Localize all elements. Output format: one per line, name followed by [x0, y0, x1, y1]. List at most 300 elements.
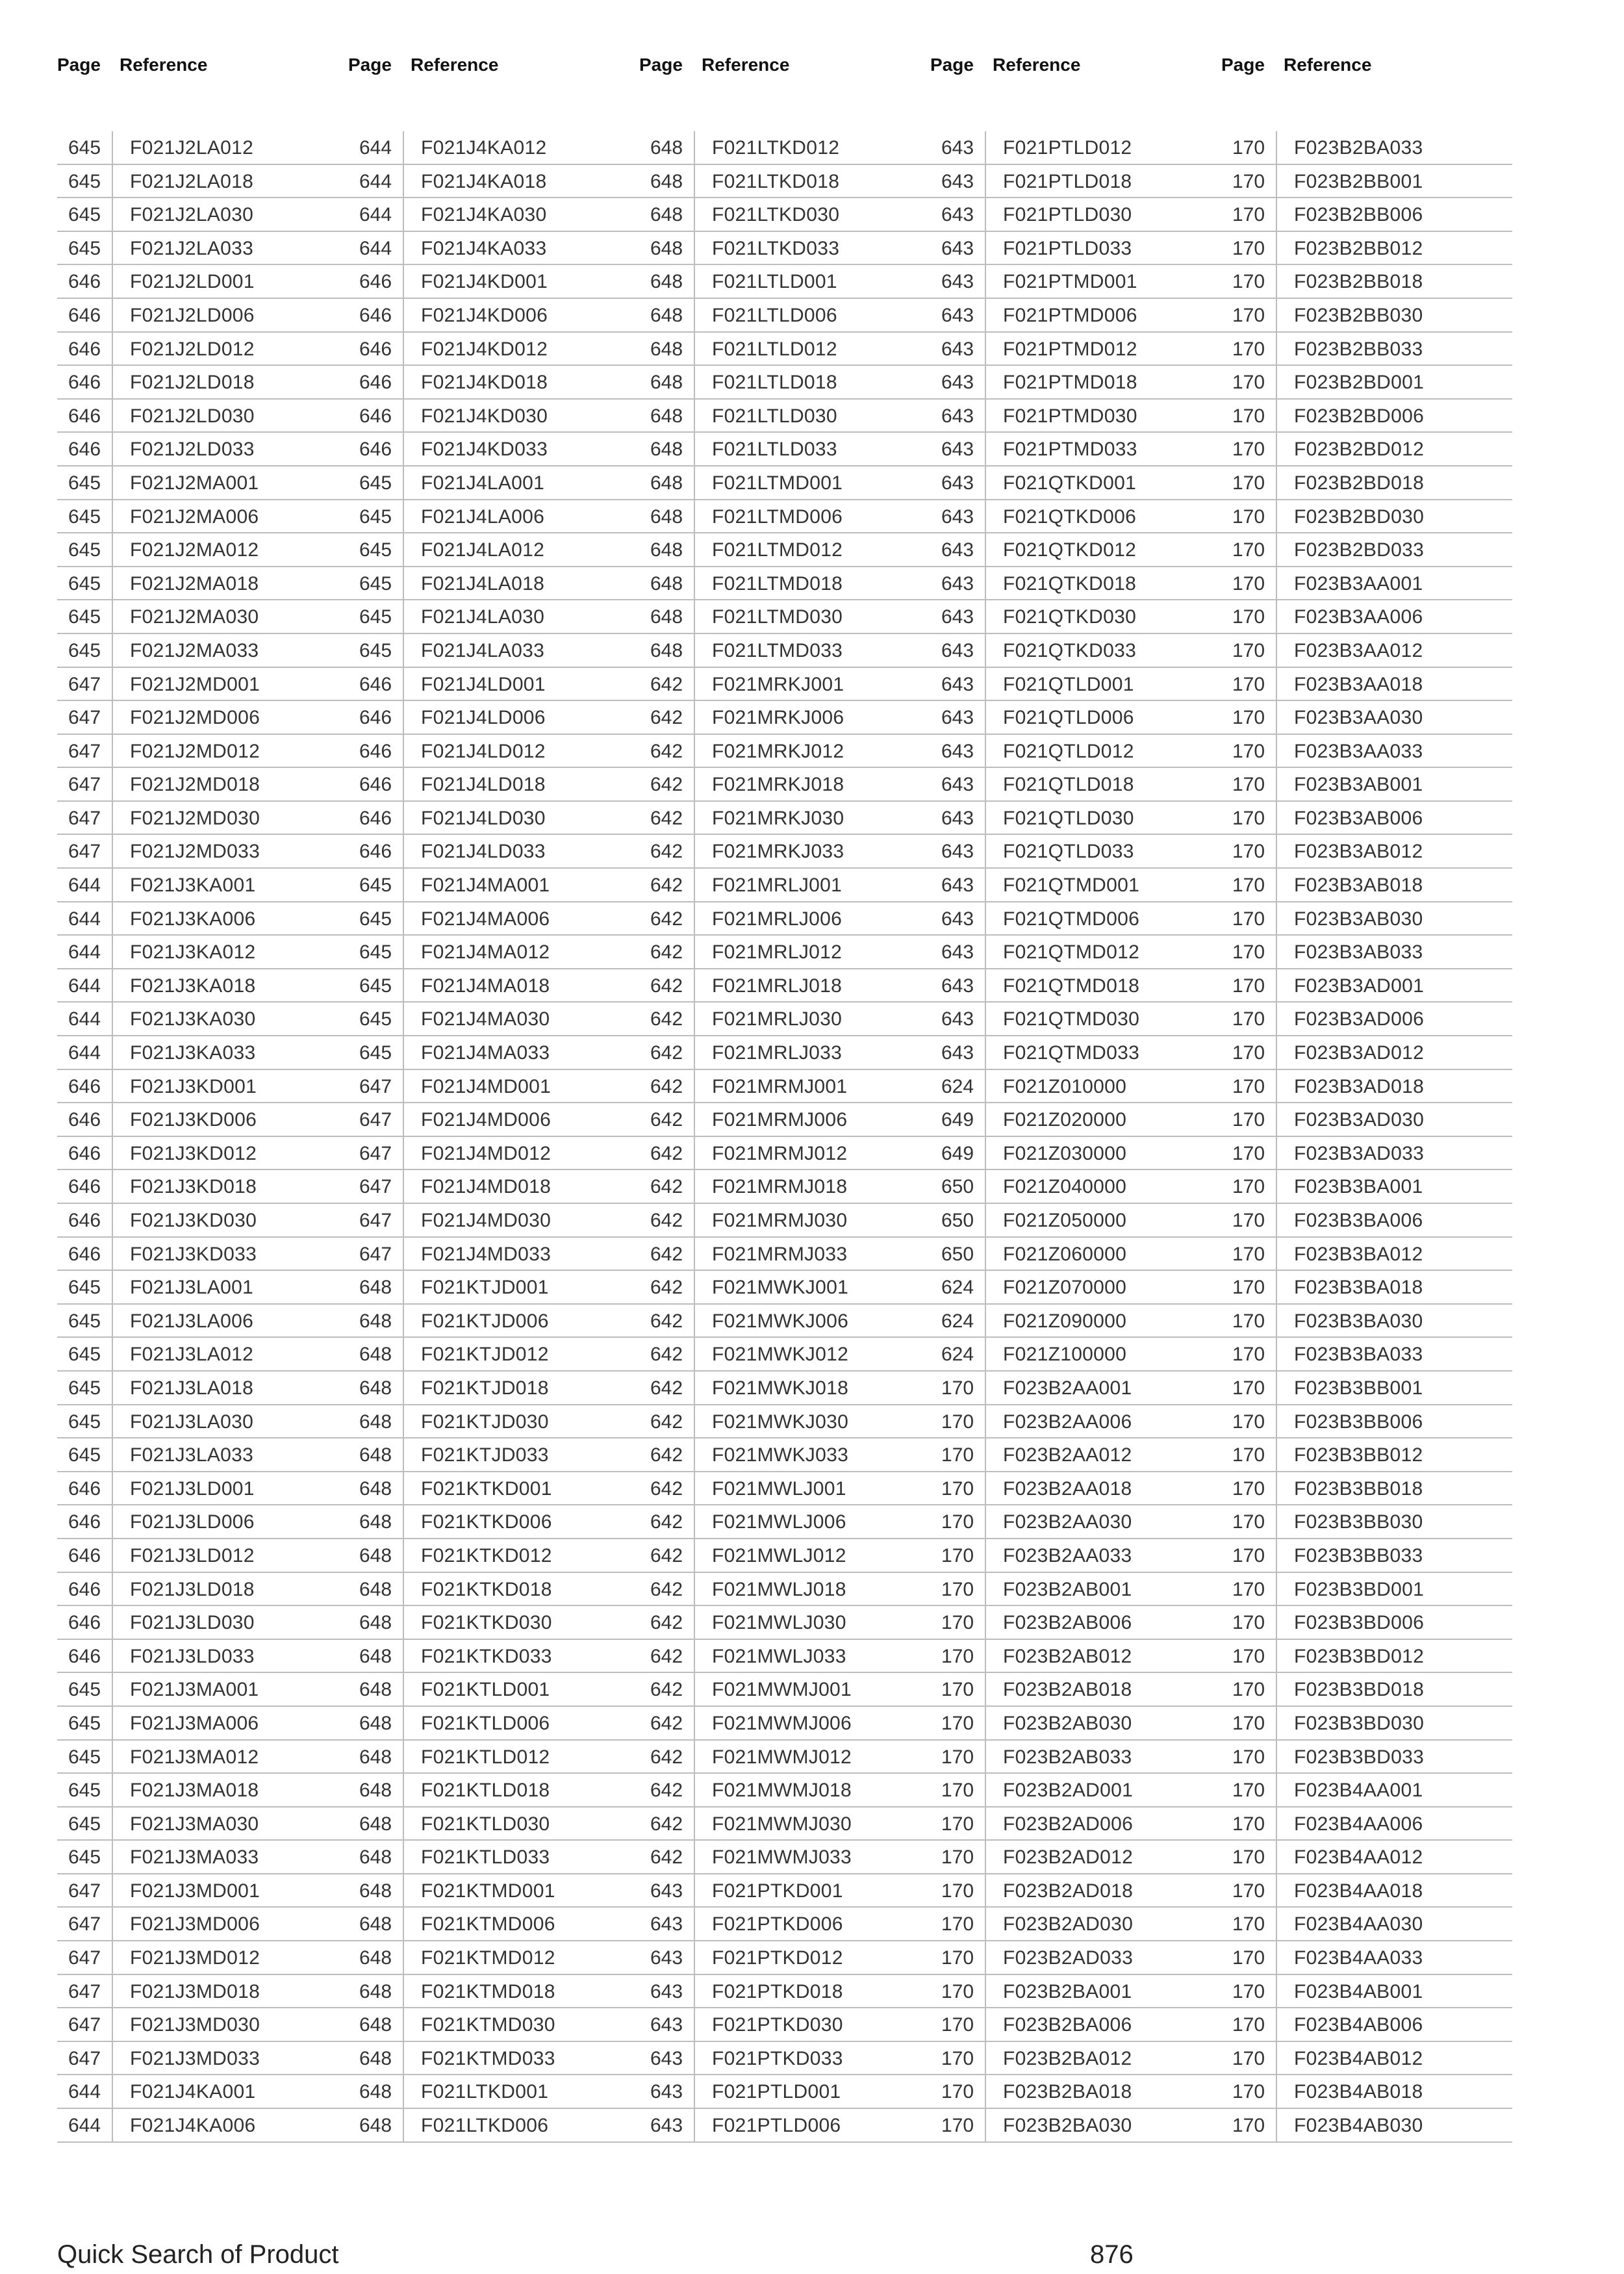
page-cell: 643 [639, 2075, 695, 2108]
reference-cell: F021KTJD006 [421, 1310, 549, 1332]
reference-cell: F021LTLD012 [712, 338, 837, 360]
table-row [639, 2008, 930, 2042]
reference-cell: F021KTKD033 [421, 1645, 552, 1667]
page-cell: 170 [1221, 936, 1277, 968]
page-cell: 645 [57, 1741, 113, 1773]
table-row [57, 835, 348, 869]
reference-cell: F021J4MD001 [421, 1075, 552, 1097]
page-cell: 170 [1221, 2075, 1277, 2108]
reference-cell: F023B2AA033 [1003, 1544, 1132, 1566]
reference-cell: F021KTJD012 [421, 1344, 549, 1366]
reference-cell: F021MRKJ033 [712, 841, 844, 863]
reference-cell: F021MRKJ006 [712, 707, 844, 729]
page-cell: 643 [930, 567, 986, 600]
reference-cell: F023B2AB001 [1003, 1578, 1132, 1600]
page-cell: 643 [930, 165, 986, 198]
page-cell: 642 [639, 936, 695, 968]
table-row [57, 2109, 348, 2143]
reference-cell: F021Z040000 [1003, 1176, 1127, 1198]
reference-cell: F021J3LA012 [130, 1344, 254, 1366]
table-row [348, 1874, 639, 1908]
page-cell: 648 [639, 567, 695, 600]
page-cell: 645 [57, 1774, 113, 1806]
table-row [639, 768, 930, 802]
page-cell: 646 [57, 1505, 113, 1538]
reference-cell: F021MWKJ001 [712, 1277, 849, 1299]
table-row [348, 701, 639, 735]
table-row [348, 500, 639, 534]
table-row [348, 265, 639, 299]
reference-cell: F021J4LD006 [421, 707, 546, 729]
table-row [348, 1808, 639, 1841]
page-cell: 648 [639, 198, 695, 231]
reference-cell: F023B2BB030 [1294, 304, 1423, 326]
page-cell: 643 [930, 634, 986, 667]
table-row [348, 466, 639, 500]
table-row [639, 1036, 930, 1070]
page-cell: 648 [348, 1707, 404, 1739]
table-row [57, 299, 348, 333]
table-row [348, 1137, 639, 1171]
page-cell: 642 [639, 1070, 695, 1103]
reference-cell: F023B3BB018 [1294, 1477, 1423, 1500]
table-row [1221, 1673, 1512, 1707]
page-cell: 645 [57, 1271, 113, 1303]
reference-cell: F021QTMD033 [1003, 1042, 1140, 1064]
page-cell: 648 [348, 1874, 404, 1907]
page-cell: 170 [1221, 2042, 1277, 2075]
reference-cell: F021MRLJ012 [712, 941, 843, 964]
index-column [57, 45, 348, 2137]
table-row [930, 1305, 1221, 1338]
page-cell: 648 [348, 1271, 404, 1303]
page-cell: 648 [639, 165, 695, 198]
reference-cell: F021MRKJ001 [712, 673, 844, 695]
page-cell: 648 [348, 1338, 404, 1370]
table-row [930, 1103, 1221, 1137]
page-cell: 648 [348, 1438, 404, 1471]
reference-cell: F021KTMD030 [421, 2014, 555, 2036]
table-row [639, 1941, 930, 1975]
reference-cell: F021J3MA001 [130, 1679, 259, 1701]
page-cell: 170 [1221, 835, 1277, 867]
page-cell: 645 [348, 500, 404, 533]
reference-cell: F021QTLD006 [1003, 707, 1134, 729]
page-cell: 644 [57, 869, 113, 901]
reference-cell: F021LTMD030 [712, 606, 843, 628]
footer-title: Quick Search of Product [57, 2240, 339, 2269]
reference-cell: F023B3AB018 [1294, 875, 1423, 897]
page-cell: 643 [930, 768, 986, 800]
page-cell: 170 [1221, 1640, 1277, 1672]
table-row [1221, 969, 1512, 1003]
reference-cell: F023B2AA001 [1003, 1377, 1132, 1399]
reference-cell: F021Z050000 [1003, 1210, 1127, 1231]
table-row [348, 634, 639, 668]
reference-cell: F021QTLD030 [1003, 807, 1134, 829]
page-cell: 647 [348, 1103, 404, 1136]
reference-cell: F021PTLD012 [1003, 137, 1132, 159]
table-row [930, 902, 1221, 936]
reference-cell: F021LTLD018 [712, 372, 837, 394]
page-cell: 643 [639, 2042, 695, 2075]
page-cell: 646 [57, 265, 113, 298]
page-cell: 170 [930, 1941, 986, 1974]
reference-cell: F021PTLD001 [712, 2081, 841, 2103]
table-row [930, 1438, 1221, 1472]
page-cell: 647 [57, 802, 113, 834]
table-row [639, 1137, 930, 1171]
table-row [1221, 1305, 1512, 1338]
index-column [639, 45, 930, 2137]
reference-cell: F021PTKD018 [712, 1980, 843, 2002]
page-cell: 648 [348, 1539, 404, 1572]
reference-cell: F021MRMJ018 [712, 1176, 848, 1198]
table-row [1221, 2075, 1512, 2109]
page-cell: 642 [639, 1741, 695, 1773]
page-cell: 648 [348, 1472, 404, 1505]
reference-cell: F021J3LD030 [130, 1612, 255, 1634]
page-cell: 647 [348, 1070, 404, 1103]
table-row [639, 1505, 930, 1539]
reference-cell: F021J4MD033 [421, 1243, 552, 1265]
table-row [57, 1908, 348, 1941]
reference-cell: F021J4LD018 [421, 774, 546, 796]
page-cell: 170 [1221, 1573, 1277, 1605]
table-row [348, 131, 639, 165]
table-row [930, 1003, 1221, 1036]
table-row [930, 1874, 1221, 1908]
reference-cell: F021J3MD030 [130, 2014, 260, 2036]
table-row [639, 232, 930, 266]
reference-cell: F023B3BB006 [1294, 1411, 1423, 1433]
page-cell: 650 [930, 1170, 986, 1203]
page-cell: 642 [639, 735, 695, 767]
table-row [57, 567, 348, 601]
table-row [639, 969, 930, 1003]
page-cell: 646 [57, 299, 113, 331]
table-row [639, 500, 930, 534]
page-cell: 642 [639, 1204, 695, 1236]
page-cell: 647 [57, 701, 113, 734]
reference-cell: F021MWLJ006 [712, 1511, 846, 1533]
reference-cell: F021QTMD030 [1003, 1008, 1140, 1030]
page-cell: 643 [930, 433, 986, 465]
page-header: Page [639, 55, 683, 75]
table-row [639, 1640, 930, 1674]
reference-cell: F021QTKD030 [1003, 606, 1137, 628]
reference-cell: F021J2MA001 [130, 472, 259, 494]
table-row [1221, 232, 1512, 266]
page-cell: 642 [639, 768, 695, 800]
page-cell: 170 [1221, 533, 1277, 566]
reference-cell: F021J2MD018 [130, 774, 260, 796]
page-cell: 642 [639, 1774, 695, 1806]
table-row [639, 869, 930, 902]
table-row [1221, 668, 1512, 702]
page-cell: 646 [57, 1606, 113, 1639]
table-row [930, 1908, 1221, 1941]
reference-cell: F021MRLJ018 [712, 975, 843, 997]
reference-cell: F023B3AA018 [1294, 673, 1423, 695]
reference-cell: F023B3AD030 [1294, 1109, 1425, 1131]
reference-cell: F021Z070000 [1003, 1277, 1127, 1299]
table-row [57, 333, 348, 366]
page-cell: 170 [930, 1841, 986, 1873]
reference-cell: F023B2AD012 [1003, 1846, 1134, 1869]
page-cell: 170 [1221, 466, 1277, 499]
table-row [1221, 1070, 1512, 1104]
page-cell: 643 [930, 835, 986, 867]
table-row [639, 1305, 930, 1338]
table-row [930, 701, 1221, 735]
table-row [57, 1238, 348, 1271]
table-row [1221, 1908, 1512, 1941]
page-cell: 648 [348, 2042, 404, 2075]
reference-cell: F021LTMD033 [712, 639, 843, 661]
page-cell: 645 [57, 1305, 113, 1337]
table-row [930, 533, 1221, 567]
table-row [930, 1271, 1221, 1305]
table-row [348, 735, 639, 769]
page-cell: 170 [930, 2008, 986, 2041]
reference-cell: F021LTLD006 [712, 304, 837, 326]
page-cell: 649 [930, 1103, 986, 1136]
page-cell: 170 [1221, 2008, 1277, 2041]
reference-cell: F023B3BA006 [1294, 1210, 1423, 1231]
index-column [348, 45, 639, 2137]
page-cell: 170 [930, 1774, 986, 1806]
reference-cell: F021J2LD033 [130, 439, 255, 461]
page-cell: 170 [1221, 1941, 1277, 1974]
page-cell: 170 [930, 1606, 986, 1639]
page-cell: 643 [930, 265, 986, 298]
reference-cell: F021Z030000 [1003, 1142, 1127, 1164]
reference-cell: F021QTKD012 [1003, 539, 1137, 561]
table-row [57, 232, 348, 266]
table-row [639, 466, 930, 500]
reference-cell: F021PTMD012 [1003, 338, 1137, 360]
reference-cell: F021J3LD012 [130, 1544, 255, 1566]
page-cell: 642 [639, 1238, 695, 1270]
reference-cell: F021KTKD018 [421, 1578, 552, 1600]
page-cell: 643 [930, 533, 986, 566]
page-cell: 643 [930, 902, 986, 935]
page-cell: 642 [639, 1003, 695, 1035]
page-cell: 648 [348, 1606, 404, 1639]
page-cell: 648 [348, 1573, 404, 1605]
page-cell: 649 [930, 1137, 986, 1169]
table-row [1221, 165, 1512, 199]
table-row [348, 1405, 639, 1439]
page-cell: 170 [930, 1741, 986, 1773]
table-row [639, 1975, 930, 2009]
table-row [1221, 1170, 1512, 1204]
table-row [57, 1941, 348, 1975]
table-row [1221, 1874, 1512, 1908]
page-cell: 170 [1221, 1405, 1277, 1438]
reference-cell: F021J2MA033 [130, 639, 259, 661]
footer-page-number: 876 [1090, 2240, 1134, 2269]
reference-cell: F023B4AB012 [1294, 2047, 1423, 2069]
reference-cell: F021J2LD001 [130, 271, 255, 293]
reference-cell: F021KTMD006 [421, 1913, 555, 1935]
reference-cell: F021J3LD033 [130, 1645, 255, 1667]
page-cell: 650 [930, 1238, 986, 1270]
table-row [639, 1573, 930, 1607]
page-cell: 646 [348, 735, 404, 767]
table-row [57, 1874, 348, 1908]
page-cell: 642 [639, 1338, 695, 1370]
table-row [639, 936, 930, 969]
page-cell: 643 [639, 1941, 695, 1974]
table-row [1221, 265, 1512, 299]
reference-cell: F021J3LA001 [130, 1277, 254, 1299]
page-cell: 170 [1221, 1070, 1277, 1103]
reference-cell: F021PTKD001 [712, 1880, 843, 1902]
page-cell: 645 [348, 1003, 404, 1035]
reference-cell: F023B2AA018 [1003, 1477, 1132, 1500]
table-row [57, 701, 348, 735]
table-row [348, 1539, 639, 1573]
table-row [930, 768, 1221, 802]
reference-cell: F021KTJD033 [421, 1444, 549, 1466]
table-row [639, 1673, 930, 1707]
reference-cell: F023B2AD018 [1003, 1880, 1134, 1902]
table-row [930, 1170, 1221, 1204]
page-cell: 645 [57, 600, 113, 633]
table-row [348, 1271, 639, 1305]
page-cell: 170 [930, 1808, 986, 1840]
table-row [1221, 131, 1512, 165]
page-cell: 170 [930, 1573, 986, 1605]
page-cell: 643 [930, 802, 986, 834]
table-row [1221, 333, 1512, 366]
page-cell: 644 [57, 2075, 113, 2108]
table-row [348, 433, 639, 466]
page-cell: 643 [930, 1036, 986, 1069]
table-row [57, 1170, 348, 1204]
page-cell: 646 [57, 1640, 113, 1672]
table-row [57, 1405, 348, 1439]
page-cell: 170 [1221, 1707, 1277, 1739]
reference-cell: F023B2BA033 [1294, 137, 1423, 159]
table-row [348, 2075, 639, 2109]
page-cell: 642 [639, 1372, 695, 1404]
reference-cell: F021KTKD001 [421, 1477, 552, 1500]
table-row [639, 1070, 930, 1104]
page-header: Page [57, 55, 101, 75]
page-cell: 643 [639, 1908, 695, 1940]
reference-cell: F023B4AB006 [1294, 2014, 1423, 2036]
table-row [348, 366, 639, 400]
table-row [639, 165, 930, 199]
reference-cell: F021J4LD012 [421, 740, 546, 762]
table-row [930, 1070, 1221, 1104]
reference-cell: F021MWKJ006 [712, 1310, 849, 1332]
reference-cell: F021MWKJ030 [712, 1411, 849, 1433]
reference-cell: F023B2BA018 [1003, 2081, 1132, 2103]
reference-cell: F023B2BB033 [1294, 338, 1423, 360]
table-row [1221, 1640, 1512, 1674]
table-row [57, 1573, 348, 1607]
reference-cell: F021PTLD006 [712, 2115, 841, 2137]
table-row [639, 333, 930, 366]
reference-cell: F023B3AB006 [1294, 807, 1423, 829]
table-row [930, 969, 1221, 1003]
table-row [639, 634, 930, 668]
page-cell: 170 [930, 1472, 986, 1505]
reference-cell: F021J4KA018 [421, 170, 547, 192]
page-cell: 648 [348, 1505, 404, 1538]
reference-cell: F021J4MD018 [421, 1176, 552, 1198]
page-cell: 648 [348, 2075, 404, 2108]
table-row [930, 1640, 1221, 1674]
page-cell: 645 [57, 1673, 113, 1706]
table-row [1221, 869, 1512, 902]
table-row [930, 1405, 1221, 1439]
page-cell: 648 [639, 265, 695, 298]
table-row [930, 600, 1221, 634]
reference-cell: F021J4KD018 [421, 372, 548, 394]
reference-cell: F023B3BA033 [1294, 1344, 1423, 1366]
reference-cell: F021KTLD006 [421, 1712, 550, 1734]
reference-cell: F021LTMD001 [712, 472, 843, 494]
table-row [930, 433, 1221, 466]
table-row [930, 2008, 1221, 2042]
table-row [639, 198, 930, 232]
reference-cell: F021QTKD006 [1003, 505, 1137, 528]
table-row [57, 1539, 348, 1573]
table-row [348, 1238, 639, 1271]
page-cell: 643 [930, 500, 986, 533]
table-row [57, 1103, 348, 1137]
reference-cell: F021Z090000 [1003, 1310, 1127, 1332]
page-cell: 643 [930, 198, 986, 231]
table-row [348, 198, 639, 232]
page-cell: 646 [57, 333, 113, 365]
page-cell: 645 [57, 567, 113, 600]
page-cell: 170 [1221, 600, 1277, 633]
table-row [639, 668, 930, 702]
reference-cell: F023B3BA018 [1294, 1277, 1423, 1299]
table-row [57, 969, 348, 1003]
table-row [57, 1673, 348, 1707]
page-cell: 646 [348, 400, 404, 432]
page-cell: 648 [639, 500, 695, 533]
page-cell: 648 [639, 533, 695, 566]
reference-cell: F021J3MD001 [130, 1880, 260, 1902]
page-cell: 624 [930, 1070, 986, 1103]
table-row [1221, 802, 1512, 836]
table-row [639, 1103, 930, 1137]
reference-cell: F021Z060000 [1003, 1243, 1127, 1265]
table-row [57, 1305, 348, 1338]
table-row [57, 936, 348, 969]
table-row [57, 735, 348, 769]
table-row [1221, 366, 1512, 400]
table-row [639, 1271, 930, 1305]
table-row [1221, 735, 1512, 769]
reference-cell: F023B3BA001 [1294, 1176, 1423, 1198]
reference-cell: F021PTMD033 [1003, 439, 1137, 461]
reference-cell: F021PTKD033 [712, 2047, 843, 2069]
page-cell: 170 [930, 1975, 986, 2008]
table-row [1221, 2008, 1512, 2042]
table-row [348, 1841, 639, 1874]
page-cell: 646 [57, 1539, 113, 1572]
table-row [639, 1741, 930, 1774]
